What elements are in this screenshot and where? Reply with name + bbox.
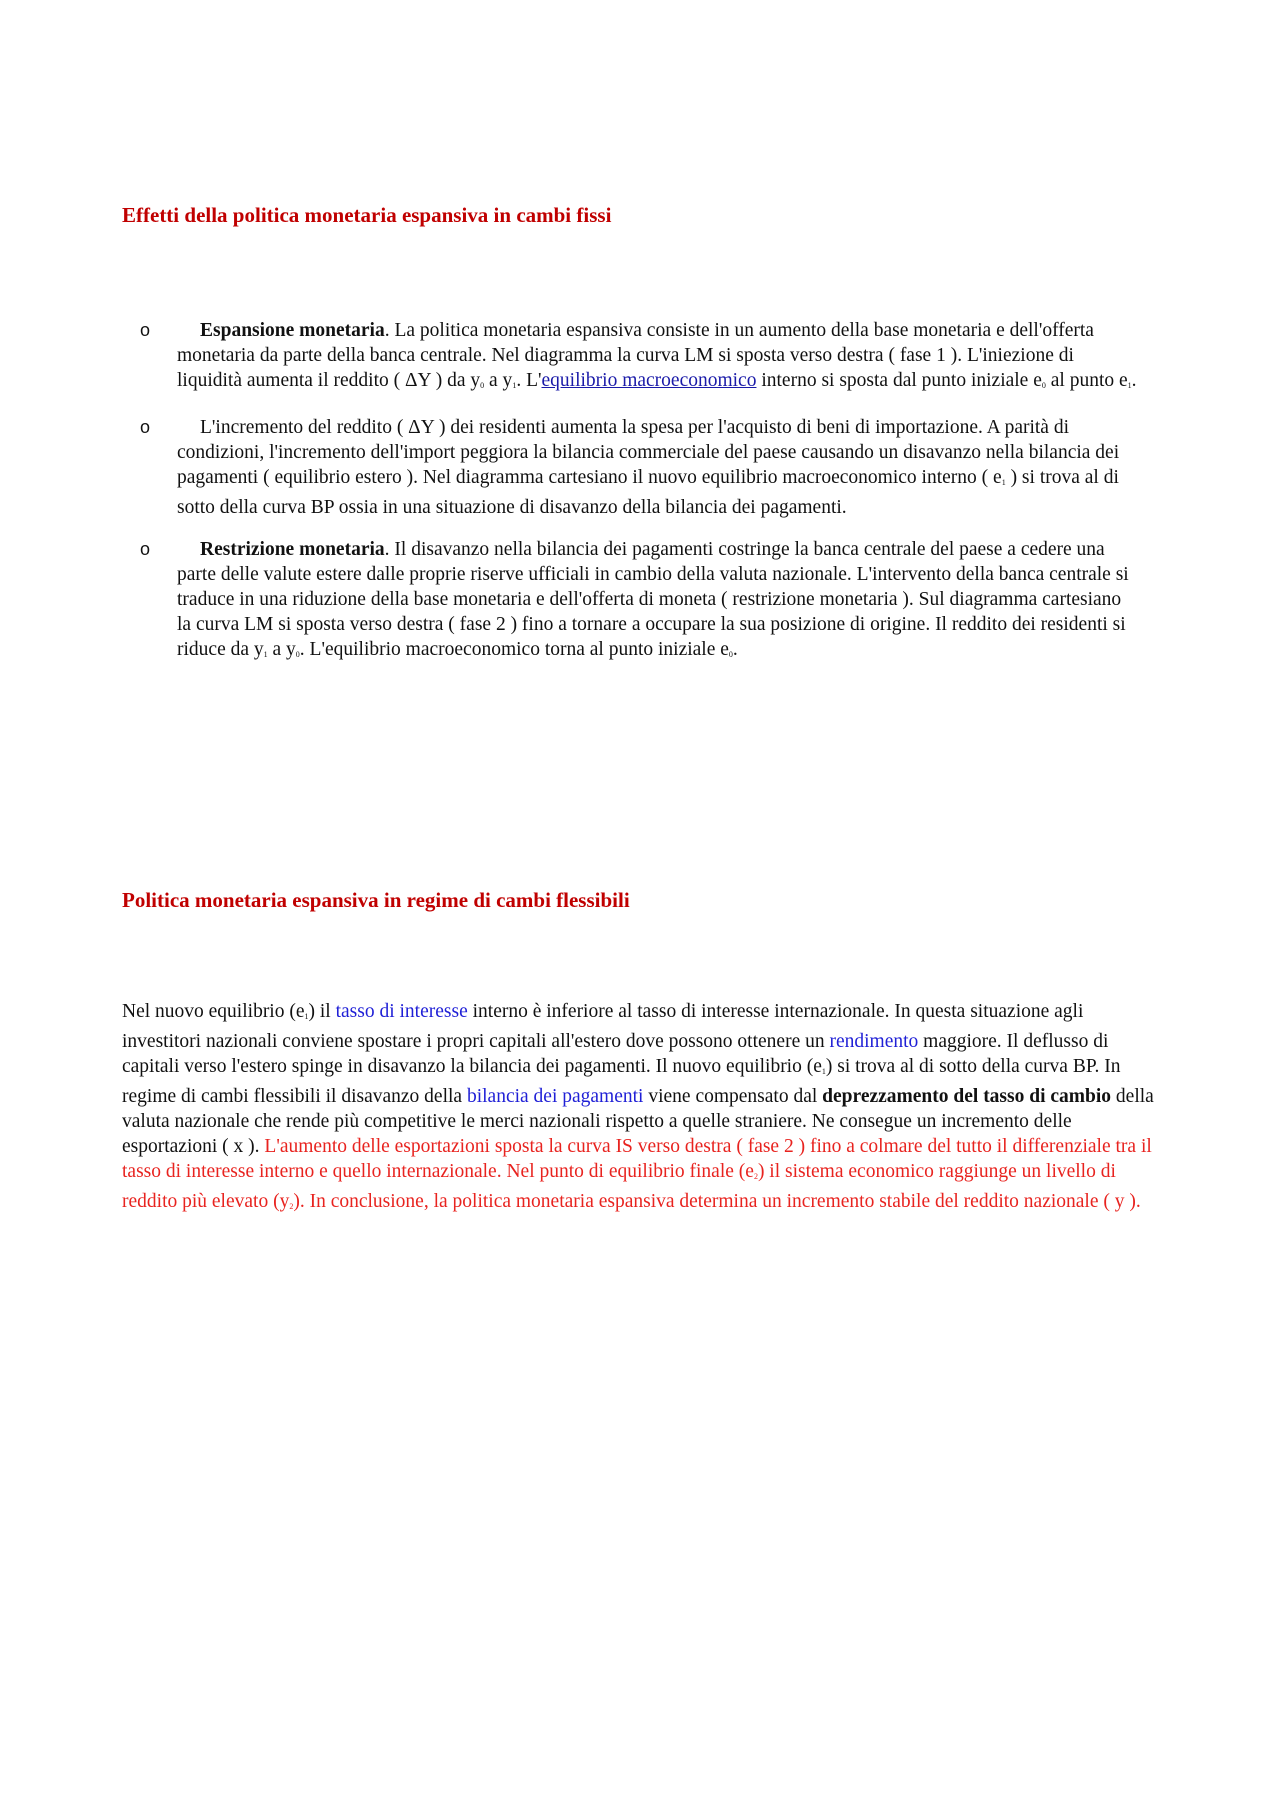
bullet-circle-icon: o	[140, 417, 151, 437]
section-heading-flexible-exchange: Politica monetaria espansiva in regime di cambi flessibili	[122, 888, 630, 912]
link-rendimento[interactable]: rendimento	[829, 1031, 919, 1052]
link-tasso-di-interesse[interactable]: tasso di interesse	[335, 1001, 468, 1022]
bullet-circle-icon: o	[140, 320, 151, 340]
list-item: o L'incremento del reddito ( ΔY ) dei residenti aumenta la spesa per l'acquisto di beni di importazione. A parità di condizioni, l'incremento dell'import peggiora la bilancia commerciale del paese causando un disavanzo nella bilancia dei pagamenti ( equilibrio estero ). Nel diagramma cartesiano il nuovo equilibrio macroeconomico interno ( $e_1$ ) si trova al di sotto della curva BP ossia in una situazione di disavanzo della bilancia dei pagamenti.	[140, 417, 1120, 518]
bullet-circle-icon: o	[140, 539, 151, 559]
item-bold-term: Restrizione monetaria	[200, 539, 385, 560]
red-conclusion-text: L'aumento delle esportazioni sposta la curva IS verso destra ( fase 2 ) fino a colmare del tutto il differenziale tra il tasso di interesse interno e quello internazionale. Nel punto di equilibrio finale $(e_2)$ il sistema economico raggiunge un livello di reddito più elevato $(y_2)$. In conclusione, la politica monetaria espansiva determina un incremento stabile del reddito nazionale ( y ).	[122, 1136, 1152, 1212]
link-bilancia-dei-pagamenti[interactable]: bilancia dei pagamenti	[466, 1086, 644, 1107]
item-bold-term: Espansione monetaria	[200, 320, 385, 341]
bold-term-deprezzamento: deprezzamento del tasso di cambio	[822, 1086, 1112, 1107]
flexible-exchange-paragraph: Nel nuovo equilibrio $(e_1)$ il tasso di interesse interno è inferiore al tasso di interesse internazionale. In questa situazione agli investitori nazionali conviene spostare i propri capitali all'estero dove possono ottenere un rendimento maggiore. Il deflusso di capitali verso l'estero spinge in disavanzo la bilancia dei pagamenti. Il nuovo equilibrio $(e_1)$ si trova al di sotto della curva BP. In regime di cambi flessibili il disavanzo della bilancia dei pagamenti viene compensato dal deprezzamento del tasso di cambio della valuta nazionale che rende più competitive le merci nazionali rispetto a quelle straniere. Ne consegue un incremento delle esportazioni ( x ). L'aumento delle esportazioni sposta la curva IS verso destra ( fase 2 ) fino a colmare del tutto il differenziale tra il tasso di interesse interno e quello internazionale. Nel punto di equilibrio finale $(e_2)$ il sistema economico raggiunge un livello di reddito più elevato $(y_2)$. In conclusione, la politica monetaria espansiva determina un incremento stabile del reddito nazionale ( y ).	[122, 1001, 1154, 1212]
effects-list	[140, 318, 1140, 684]
list-item: o Restrizione monetaria. Il disavanzo nella bilancia dei pagamenti costringe la banca centrale del paese a cedere una parte delle valute estere dalle proprie riserve ufficiali in cambio della valuta nazionale. L'intervento della banca centrale si traduce in una riduzione della base monetaria e dell'offerta di moneta ( restrizione monetaria ). Sul diagramma cartesiano la curva LM si sposta verso destra ( fase 2 ) fino a tornare a occupare la sua posizione di origine. Il reddito dei residenti si riduce da $y_1$ a $y_0$. L'equilibrio macroeconomico torna al punto iniziale $e_0$.	[140, 539, 1129, 660]
section-heading-fixed-exchange: Effetti della politica monetaria espansiva in cambi fissi	[122, 203, 612, 227]
list-item: o Espansione monetaria. La politica monetaria espansiva consiste in un aumento della base monetaria e dell'offerta monetaria da parte della banca centrale. Nel diagramma la curva LM si sposta verso destra ( fase 1 ). L'iniezione di liquidità aumenta il reddito ( ΔY ) da $y_0$ a $y_1$. L'equilibrio macroeconomico interno si sposta dal punto iniziale $e_0$ al punto $e_1$.	[140, 320, 1137, 391]
link-equilibrio-macroeconomico[interactable]: equilibrio macroeconomico	[541, 370, 757, 391]
